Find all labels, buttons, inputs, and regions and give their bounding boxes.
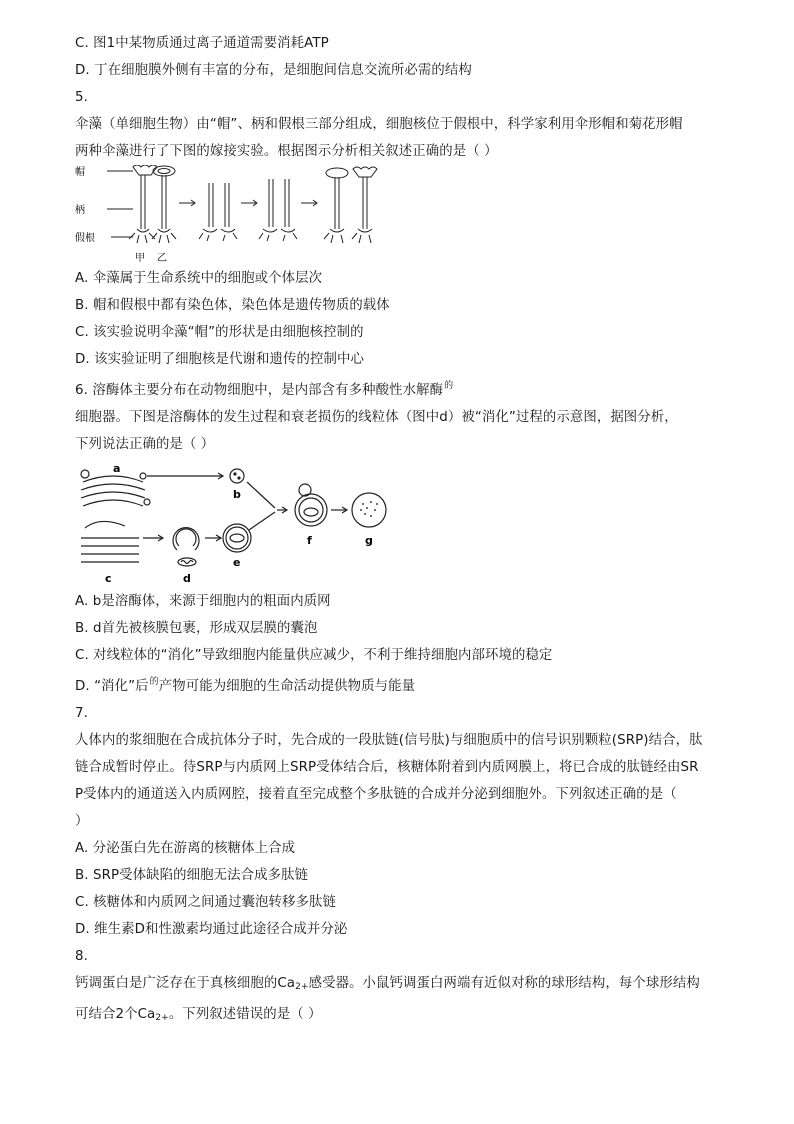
q6-option-d-sup: 的: [149, 677, 159, 687]
fig-label-cap: 帽: [75, 167, 85, 178]
q5-option-a: A. 伞藻属于生命系统中的细胞或个体层次: [75, 271, 323, 286]
fig-label-e: e: [233, 556, 241, 569]
q5-number: 5.: [75, 90, 88, 105]
q6-option-c: C. 对线粒体的“消化”导致细胞内能量供应减少，不利于维持细胞内部环境的稳定: [75, 648, 553, 663]
q7-option-a: A. 分泌蛋白先在游离的核糖体上合成: [75, 841, 296, 856]
q7-stem-line2: 链合成暂时停止。待SRP与内质网上SRP受体结合后，核糖体附着到内质网膜上，将已合成的肽链经由SR: [75, 760, 699, 775]
q8-line1-post: 感受器。小鼠钙调蛋白两端有近似对称的球形结构，每个球形结构: [308, 976, 700, 991]
q6-stem-line1: [75, 373, 725, 404]
q8-line2-post: 。下列叙述错误的是（ ）: [168, 1007, 322, 1022]
q6-option-d-post: 产物可能为细胞的生命活动提供物质与能量: [158, 679, 416, 694]
q8-line1-sub: 2+: [295, 982, 309, 992]
q5-stem-line1: 伞藻（单细胞生物）由“帽”、柄和假根三部分组成，细胞核位于假根中，科学家利用伞形帽和菊花形帽: [75, 117, 683, 132]
q6-option-d: [75, 669, 725, 700]
q6-stem-line2: 细胞器。下图是溶酶体的发生过程和衰老损伤的线粒体（图中d）被“消化”过程的示意图，据图分析，: [75, 410, 678, 425]
fig-label-jia: 甲: [135, 253, 145, 264]
q8-stem-line1: [75, 970, 725, 1001]
q7-stem-line1: 人体内的浆细胞在合成抗体分子时，先合成的一段肽链(信号肽)与细胞质中的信号识别颗粒(SRP)结合，肽: [75, 733, 703, 748]
fig-label-a: a: [113, 462, 121, 475]
fig-label-g: g: [365, 534, 373, 547]
q6-option-d-pre: D. “消化”后: [75, 679, 149, 694]
q7-option-c: C. 核糖体和内质网之间通过囊泡转移多肽链: [75, 895, 336, 910]
fig-label-b: b: [233, 488, 241, 501]
q5-option-b: B. 帽和假根中都有染色体，染色体是遗传物质的载体: [75, 298, 390, 313]
q7-number: 7.: [75, 706, 88, 721]
fig-label-d: d: [183, 572, 191, 585]
fig-label-stalk: 柄: [75, 205, 85, 216]
fig-label-yi: 乙: [157, 253, 167, 264]
q7-option-d: D. 维生素D和性激素均通过此途径合成并分泌: [75, 922, 348, 937]
q5-option-c: C. 该实验说明伞藻“帽”的形状是由细胞核控制的: [75, 325, 364, 340]
q5-grafting-figure: [75, 165, 465, 265]
q5-option-d: D. 该实验证明了细胞核是代谢和遗传的控制中心: [75, 352, 364, 367]
fig-label-c: c: [105, 572, 112, 585]
q6-option-a: A. b是溶酶体，来源于细胞内的粗面内质网: [75, 594, 331, 609]
fig-label-f: f: [307, 534, 312, 547]
q6-option-b: B. d首先被核膜包裹，形成双层膜的囊泡: [75, 621, 318, 636]
q8-line2-sub: 2+: [155, 1013, 169, 1023]
q6-lysosome-figure: [75, 458, 405, 588]
fig-label-root: 假根: [75, 233, 95, 244]
q4-option-c: C. 图1中某物质通过离子通道需要消耗ATP: [75, 36, 329, 51]
q4-option-d: D. 丁在细胞膜外侧有丰富的分布，是细胞间信息交流所必需的结构: [75, 63, 472, 78]
q8-number: 8.: [75, 949, 88, 964]
q7-stem-line4: ）: [75, 814, 89, 829]
q8-line2-pre: 可结合2个Ca: [75, 1007, 156, 1022]
q6-stem-line3: 下列说法正确的是（ ）: [75, 437, 215, 452]
q5-stem-line2: 两种伞藻进行了下图的嫁接实验。根据图示分析相关叙述正确的是（ ）: [75, 144, 498, 159]
q7-stem-line3: P受体内的通道送入内质网腔，接着直至完成整个多肽链的合成并分泌到细胞外。下列叙述正确的是（: [75, 787, 677, 802]
question-page: [75, 30, 725, 1032]
q8-stem-line2: [75, 1001, 725, 1032]
q6-stem-line1-sup: 的: [444, 381, 454, 391]
q6-stem-line1-main: 6. 溶酶体主要分布在动物细胞中，是内部含有多种酸性水解酶: [75, 383, 444, 398]
q7-option-b: B. SRP受体缺陷的细胞无法合成多肽链: [75, 868, 309, 883]
q8-line1-pre: 钙调蛋白是广泛存在于真核细胞的Ca: [75, 976, 296, 991]
